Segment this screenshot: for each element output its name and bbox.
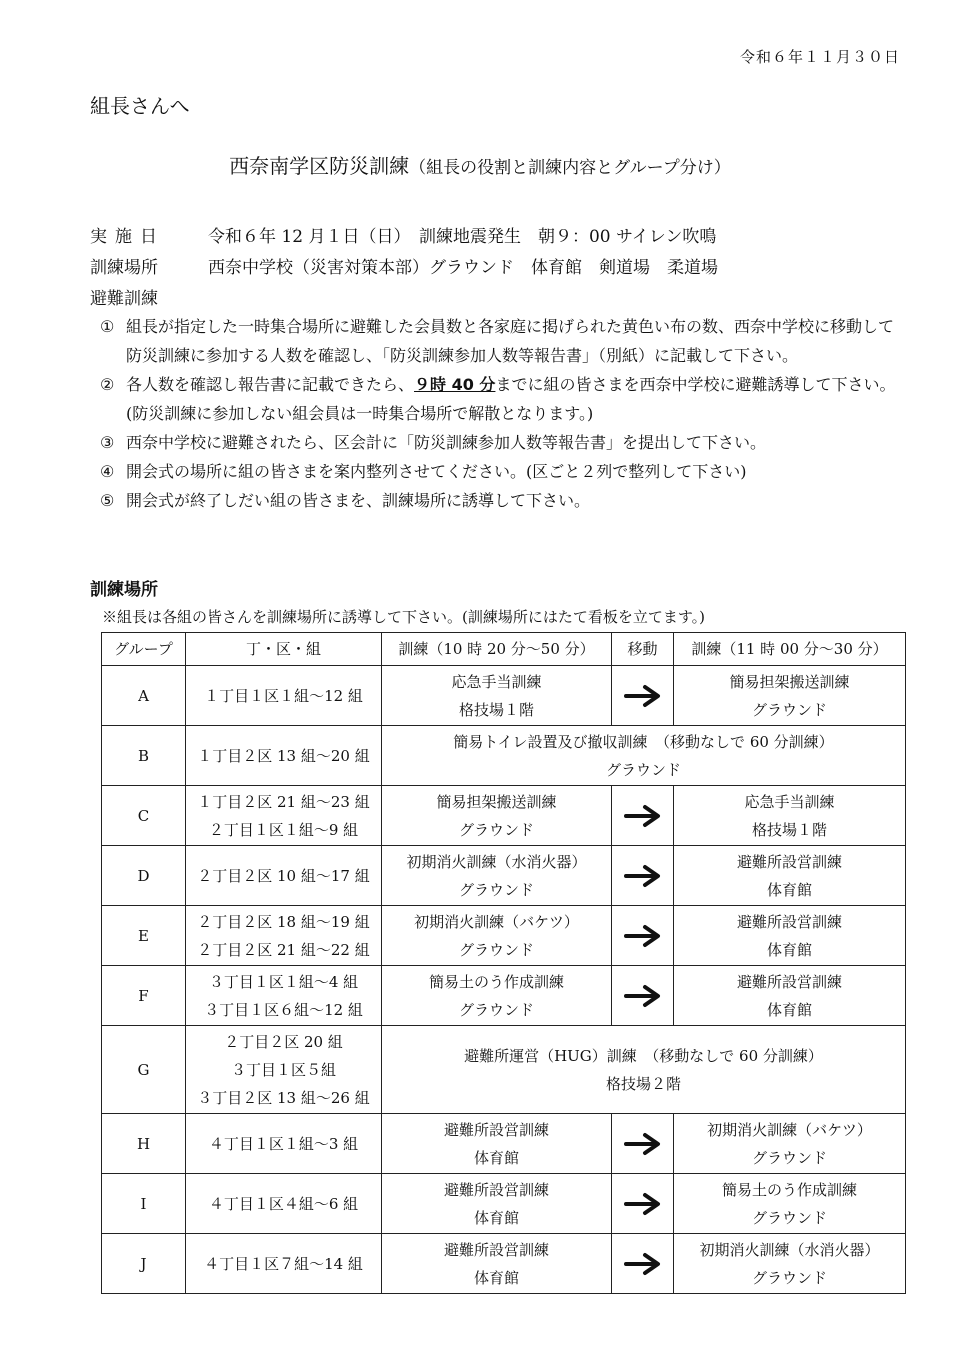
table-row xyxy=(102,966,906,1026)
move-cell xyxy=(612,966,674,1026)
table-body xyxy=(102,666,906,1294)
evacuation-steps xyxy=(100,312,908,515)
area-cell xyxy=(186,966,382,1026)
first-training-cell xyxy=(382,666,612,726)
group-cell: F xyxy=(102,966,186,1026)
info-value: 西奈中学校（災害対策本部）グラウンド 体育館 剣道場 柔道場 xyxy=(208,258,718,278)
table-row xyxy=(102,846,906,906)
step-item xyxy=(100,486,908,515)
right-arrow-icon xyxy=(623,864,663,888)
training-line: 避難所運営（HUG）訓練 （移動なしで 60 分訓練） xyxy=(464,1046,823,1065)
training-line: グラウンド xyxy=(458,940,534,959)
first-training-cell xyxy=(382,786,612,846)
training-line: グラウンド xyxy=(458,820,534,839)
training-line: 初期消火訓練（水消火器） xyxy=(406,852,587,871)
title-main: 西奈南学区防災訓練 xyxy=(229,154,410,178)
deadline-time: ９時 40 分 xyxy=(414,375,496,394)
info-label: 避難訓練 xyxy=(90,289,158,309)
group-cell: B xyxy=(102,726,186,786)
training-line: 簡易トイレ設置及び撤収訓練 （移動なしで 60 分訓練） xyxy=(453,732,834,751)
training-line: 避難所設営訓練 xyxy=(736,972,842,991)
group-cell: D xyxy=(102,846,186,906)
area-line: ３丁目１区１組～4 組 xyxy=(208,972,359,991)
training-line: 避難所設営訓練 xyxy=(443,1240,549,1259)
training-line: グラウンド xyxy=(605,760,681,779)
step-item xyxy=(100,457,908,486)
column-header: 丁・区・組 xyxy=(186,633,382,666)
table-row xyxy=(102,1026,906,1114)
section-heading: 訓練場所 xyxy=(90,580,158,600)
salutation: 組長さんへ xyxy=(90,94,190,118)
table-header-row xyxy=(102,633,906,666)
training-line: 初期消火訓練（バケツ） xyxy=(707,1120,872,1139)
training-line: グラウンド xyxy=(751,1148,827,1167)
area-line: ２丁目２区 18 組～19 組 xyxy=(197,912,370,931)
move-cell xyxy=(612,786,674,846)
move-cell xyxy=(612,666,674,726)
merged-training-cell xyxy=(382,726,906,786)
second-training-cell xyxy=(674,1234,906,1294)
move-cell xyxy=(612,1174,674,1234)
training-line: 体育館 xyxy=(473,1208,519,1227)
area-line: ２丁目２区 20 組 xyxy=(224,1032,343,1051)
step-text-pre: 各人数を確認し報告書に記載できたら、 xyxy=(126,375,415,394)
move-cell xyxy=(612,1234,674,1294)
step-number: ③ xyxy=(100,433,115,452)
step-text-post: までに組の皆さまを西奈中学校に避難誘導して下さい。(防災訓練に参加しない組会員は一時集合場所で解散となります。) xyxy=(126,375,896,423)
right-arrow-icon xyxy=(623,1132,663,1156)
training-line: 初期消火訓練（水消火器） xyxy=(699,1240,880,1259)
area-line: ３丁目１区５組 xyxy=(230,1060,336,1079)
step-item xyxy=(100,312,908,370)
step-number: ② xyxy=(100,375,115,394)
table-row xyxy=(102,1234,906,1294)
table-row xyxy=(102,1174,906,1234)
area-cell xyxy=(186,1234,382,1294)
training-line: 避難所設営訓練 xyxy=(736,912,842,931)
table-row xyxy=(102,1114,906,1174)
training-line: 避難所設営訓練 xyxy=(443,1180,549,1199)
training-line: 応急手当訓練 xyxy=(451,672,542,691)
step-text: 組長が指定した一時集合場所に避難した会員数と各家庭に掲げられた黄色い布の数、西奈中学校に移動して防災訓練に参加する人数を確認し、「防災訓練参加人数等報告書」（別紙）に記載して下さい。 xyxy=(126,317,895,365)
training-line: 簡易土のう作成訓練 xyxy=(428,972,564,991)
first-training-cell xyxy=(382,1234,612,1294)
group-cell: J xyxy=(102,1234,186,1294)
area-line: ２丁目１区１組～9 組 xyxy=(208,820,359,839)
second-training-cell xyxy=(674,1114,906,1174)
merged-training-cell xyxy=(382,1026,906,1114)
right-arrow-icon xyxy=(623,1192,663,1216)
area-line: ４丁目１区７組～14 組 xyxy=(204,1254,363,1273)
training-schedule-table xyxy=(101,632,906,1294)
training-line: 格技場２階 xyxy=(605,1074,681,1093)
area-cell xyxy=(186,1114,382,1174)
training-line: 簡易担架搬送訓練 xyxy=(436,792,557,811)
training-line: グラウンド xyxy=(458,880,534,899)
column-header: 訓練（11 時 00 分～30 分） xyxy=(674,633,906,666)
step-item xyxy=(100,428,908,457)
area-line: １丁目２区 21 組～23 組 xyxy=(197,792,370,811)
area-cell xyxy=(186,906,382,966)
training-line: 簡易担架搬送訓練 xyxy=(729,672,850,691)
group-cell: G xyxy=(102,1026,186,1114)
training-line: 格技場１階 xyxy=(458,700,534,719)
document-title xyxy=(0,150,960,179)
step-number: ① xyxy=(100,317,115,336)
first-training-cell xyxy=(382,1114,612,1174)
second-training-cell xyxy=(674,966,906,1026)
table-row xyxy=(102,666,906,726)
step-text: 西奈中学校に避難されたら、区会計に「防災訓練参加人数等報告書」を提出して下さい。 xyxy=(126,433,767,452)
training-line: 体育館 xyxy=(473,1148,519,1167)
area-line: ４丁目１区４組～6 組 xyxy=(208,1194,359,1213)
info-label: 実施日 xyxy=(90,227,165,247)
info-label: 訓練場所 xyxy=(90,258,158,278)
info-value: 令和６年 12 月１日（日） 訓練地震発生 朝９：00 サイレン吹鳴 xyxy=(208,227,717,247)
right-arrow-icon xyxy=(623,1252,663,1276)
area-line: ２丁目２区 10 組～17 組 xyxy=(197,866,370,885)
training-line: 簡易土のう作成訓練 xyxy=(721,1180,857,1199)
table-row xyxy=(102,906,906,966)
step-text: 開会式の場所に組の皆さまを案内整列させてください。(区ごと２列で整列して下さい) xyxy=(126,462,747,481)
area-line: ２丁目２区 21 組～22 組 xyxy=(197,940,370,959)
area-line: ３丁目１区６組～12 組 xyxy=(204,1000,363,1019)
area-cell xyxy=(186,1026,382,1114)
training-line: グラウンド xyxy=(751,700,827,719)
training-line: グラウンド xyxy=(458,1000,534,1019)
training-line: 体育館 xyxy=(473,1268,519,1287)
step-number: ⑤ xyxy=(100,491,115,510)
area-cell xyxy=(186,846,382,906)
column-header: 訓練（10 時 20 分～50 分） xyxy=(382,633,612,666)
title-sub: （組長の役割と訓練内容とグループ分け） xyxy=(409,158,731,178)
info-row-location xyxy=(90,253,718,278)
area-cell xyxy=(186,666,382,726)
training-line: 体育館 xyxy=(766,1000,812,1019)
first-training-cell xyxy=(382,966,612,1026)
second-training-cell xyxy=(674,906,906,966)
move-cell xyxy=(612,1114,674,1174)
group-cell: C xyxy=(102,786,186,846)
training-line: 格技場１階 xyxy=(751,820,827,839)
training-line: 体育館 xyxy=(766,940,812,959)
move-cell xyxy=(612,846,674,906)
step-item xyxy=(100,370,908,428)
training-line: 体育館 xyxy=(766,880,812,899)
training-line: グラウンド xyxy=(751,1208,827,1227)
right-arrow-icon xyxy=(623,984,663,1008)
area-line: １丁目１区１組～12 組 xyxy=(204,686,363,705)
training-line: 応急手当訓練 xyxy=(744,792,835,811)
group-cell: I xyxy=(102,1174,186,1234)
training-line: 初期消火訓練（バケツ） xyxy=(414,912,579,931)
area-cell xyxy=(186,1174,382,1234)
document-date: 令和６年１１月３０日 xyxy=(739,48,900,66)
table-row xyxy=(102,726,906,786)
area-line: ３丁目２区 13 組～26 組 xyxy=(197,1088,370,1107)
info-row-date xyxy=(90,222,716,247)
second-training-cell xyxy=(674,666,906,726)
first-training-cell xyxy=(382,1174,612,1234)
first-training-cell xyxy=(382,906,612,966)
right-arrow-icon xyxy=(623,804,663,828)
step-number: ④ xyxy=(100,462,115,481)
training-line: 避難所設営訓練 xyxy=(443,1120,549,1139)
section-note: ※組長は各組の皆さんを訓練場所に誘導して下さい。(訓練場所にはたて看板を立てます。) xyxy=(102,608,706,626)
info-row-evacuation xyxy=(90,284,208,309)
group-cell: E xyxy=(102,906,186,966)
area-cell xyxy=(186,786,382,846)
training-line: 避難所設営訓練 xyxy=(736,852,842,871)
training-line: グラウンド xyxy=(751,1268,827,1287)
group-cell: A xyxy=(102,666,186,726)
column-header: グループ xyxy=(102,633,186,666)
right-arrow-icon xyxy=(623,684,663,708)
group-cell: H xyxy=(102,1114,186,1174)
column-header: 移動 xyxy=(612,633,674,666)
second-training-cell xyxy=(674,786,906,846)
second-training-cell xyxy=(674,846,906,906)
second-training-cell xyxy=(674,1174,906,1234)
step-text: 開会式が終了しだい組の皆さまを、訓練場所に誘導して下さい。 xyxy=(126,491,591,510)
area-cell xyxy=(186,726,382,786)
area-line: ４丁目１区１組～3 組 xyxy=(208,1134,359,1153)
table-row xyxy=(102,786,906,846)
right-arrow-icon xyxy=(623,924,663,948)
area-line: １丁目２区 13 組～20 組 xyxy=(197,746,370,765)
first-training-cell xyxy=(382,846,612,906)
move-cell xyxy=(612,906,674,966)
